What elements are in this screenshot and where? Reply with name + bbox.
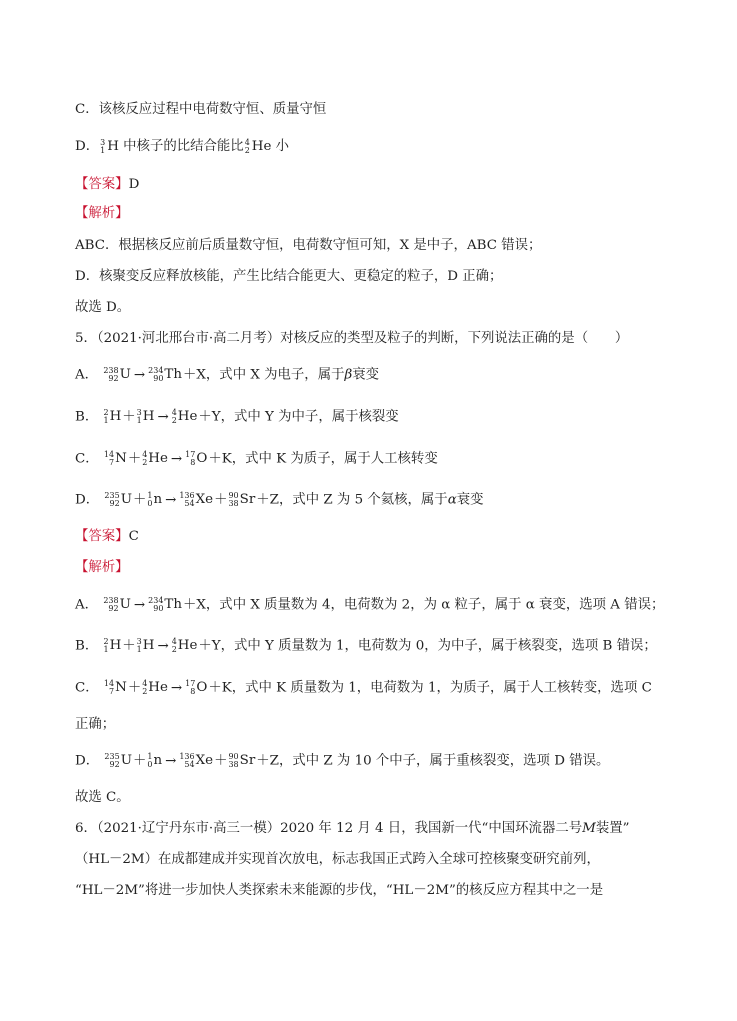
text-span: 17	[185, 450, 196, 459]
nuclide	[104, 450, 127, 468]
text-span: 234	[148, 596, 164, 605]
text-span: 238	[103, 596, 119, 605]
text-span: →	[165, 492, 177, 508]
text-span: ＋	[198, 638, 212, 654]
text-span: Xe	[195, 753, 214, 768]
text-span: K	[221, 680, 232, 696]
text-span: 4	[142, 679, 148, 688]
question-6-line-3	[75, 882, 603, 900]
text-span: 正确；	[75, 717, 116, 732]
text-span: ＋	[182, 367, 197, 383]
text-span: C．	[75, 680, 99, 696]
text-span: →	[157, 409, 169, 425]
text-span: ABC．根据核反应前后质量数守恒，电荷数守恒可知，X 是中子，ABC 错误；	[75, 238, 542, 253]
text-span: “HL－2M”将进一步加快人类探索未来能源的步伐，“HL－2M”的核反应方程其中之一是	[75, 883, 604, 898]
text-span: 54	[184, 499, 195, 508]
text-span: 8	[190, 687, 196, 696]
text-span: 0	[147, 760, 153, 769]
text-span: （HL－2M）在成都建成并实现首次放电，标志我国正式跨入全球可控核聚变研究前列，	[75, 852, 600, 867]
text-span: ＋	[214, 753, 228, 769]
text-span: 2	[142, 458, 148, 467]
text-span: 1	[100, 145, 106, 155]
text-span: He	[177, 409, 198, 424]
text-span: 装置”	[595, 821, 630, 836]
text-span: ，式中 Z 为 5 个氦核，属于	[278, 492, 448, 508]
nuclide	[103, 596, 131, 614]
text-span: →	[165, 753, 177, 769]
text-span: 4	[244, 137, 250, 147]
text-span: 故选 D。	[75, 300, 131, 315]
text-span: Th	[164, 367, 182, 382]
text-span: D．	[75, 753, 100, 769]
text-span: 235	[104, 491, 120, 500]
text-span: D．	[75, 139, 100, 154]
text-span	[104, 638, 109, 654]
choose-c	[75, 789, 130, 807]
text-span: C．	[75, 451, 99, 467]
text-span	[137, 409, 142, 425]
text-span: Sr	[239, 753, 256, 768]
nuclide	[179, 752, 213, 770]
text-span	[172, 409, 177, 425]
text-span: H	[142, 409, 155, 424]
text-span	[245, 139, 250, 155]
text-span	[147, 492, 152, 508]
text-span: ，式中 Y 质量数为 1，电荷数为 0，为中子，属于核裂变，选项 B 错误；	[220, 638, 657, 654]
text-span: H	[109, 638, 122, 653]
explain-d	[75, 752, 609, 771]
nuclide-h3-inline	[100, 139, 106, 155]
text-span: Xe	[195, 492, 214, 507]
text-span: H	[109, 409, 122, 424]
text-span: He	[148, 680, 168, 695]
text-span	[228, 492, 238, 508]
text-span: 1	[147, 752, 153, 761]
text-span: 衰变	[456, 492, 484, 508]
answer-2	[75, 528, 139, 546]
text-span: 90	[153, 374, 164, 383]
text-span: 235	[104, 752, 120, 761]
text-span: K	[221, 451, 232, 467]
analysis-d	[75, 268, 502, 286]
text-span: He	[148, 451, 168, 466]
text-span: M	[582, 821, 596, 836]
text-span: ，式中 K 为质子，属于人工核转变	[231, 451, 438, 467]
text-span: 4	[171, 408, 177, 417]
explain-c-cont	[75, 716, 115, 734]
text-span: U	[119, 597, 131, 612]
explain-b	[75, 637, 657, 656]
nuclide	[228, 752, 255, 770]
nuclide	[103, 366, 131, 384]
nuclide	[142, 679, 168, 697]
text-span: ＋	[132, 492, 147, 508]
nuclide	[104, 679, 127, 697]
text-span: 5．（2021·河北邢台市·高二月考）对核反应的类型及粒子的判断，下列说法正确的是（ ）	[75, 331, 629, 346]
nuclide	[142, 450, 168, 468]
text-span: 90	[228, 752, 239, 761]
text-span: ＋	[132, 753, 147, 769]
text-span: H 中核子的比结合能比	[107, 139, 244, 154]
text-span: ＋	[127, 451, 142, 467]
text-span: A．	[75, 367, 99, 383]
text-span: X	[196, 597, 206, 613]
nuclide	[172, 408, 198, 426]
question-5	[75, 330, 628, 348]
text-span	[185, 680, 195, 696]
text-span: O	[196, 451, 208, 466]
text-span: ，式中 K 质量数为 1，电荷数为 1，为质子，属于人工核转变，选项 C	[231, 680, 652, 696]
text-span: U	[119, 367, 131, 382]
text-span: 衰变	[352, 367, 380, 383]
text-span: C．该核反应过程中电荷数守恒、质量守恒	[75, 102, 327, 117]
text-span: ，式中 X 为电子，属于	[205, 367, 345, 383]
option-d	[75, 138, 289, 156]
nuclide	[147, 491, 162, 509]
text-span: 234	[148, 366, 164, 375]
text-span: ＋	[208, 451, 222, 467]
text-span	[104, 409, 109, 425]
text-span: H	[142, 638, 155, 653]
text-span: 2	[171, 416, 177, 425]
text-span: Th	[164, 597, 182, 612]
text-span: →	[170, 680, 183, 696]
text-span: X	[196, 367, 206, 383]
nuclide	[185, 679, 207, 697]
nuclide	[228, 491, 255, 509]
text-span: 38	[228, 760, 239, 769]
analysis-2-tag	[75, 559, 129, 577]
q5-option-a	[75, 366, 379, 385]
question-6-line-2	[75, 851, 600, 869]
section-tag: 【解析】	[75, 206, 129, 221]
explain-a	[75, 596, 664, 615]
q5-option-d	[75, 491, 484, 510]
text-span	[228, 753, 238, 769]
text-span: 1	[136, 645, 142, 654]
text-span: U	[120, 753, 132, 768]
text-span	[148, 597, 163, 613]
text-span: 3	[136, 637, 142, 646]
text-span: 2	[142, 687, 148, 696]
nuclide	[137, 637, 155, 655]
text-span: 92	[109, 760, 120, 769]
text-span: D．	[75, 492, 100, 508]
text-span: 7	[109, 687, 115, 696]
text-span: 92	[109, 499, 120, 508]
text-span: U	[120, 492, 132, 507]
text-span	[104, 451, 114, 467]
text-span: 3	[100, 137, 106, 147]
text-span: 2	[103, 637, 109, 646]
text-span: →	[170, 451, 183, 467]
text-span: 90	[153, 604, 164, 613]
text-span	[142, 451, 147, 467]
text-span: Y	[211, 638, 221, 654]
text-span: 90	[228, 491, 239, 500]
text-span: 1	[103, 416, 109, 425]
text-span: 38	[228, 499, 239, 508]
text-span: Y	[211, 409, 221, 425]
text-span	[179, 492, 194, 508]
text-span: B．	[75, 409, 99, 425]
text-span: A．	[75, 597, 99, 613]
option-c	[75, 101, 326, 119]
nuclide	[104, 408, 122, 426]
text-span: 0	[147, 499, 153, 508]
text-span: B．	[75, 638, 99, 654]
text-span: 故选 C。	[75, 790, 130, 805]
explain-c	[75, 679, 652, 698]
text-span: ＋	[127, 680, 142, 696]
text-span: ＋	[214, 492, 228, 508]
nuclide	[104, 637, 122, 655]
text-span: ＋	[122, 638, 136, 654]
text-span: 54	[184, 760, 195, 769]
text-span: 1	[147, 491, 153, 500]
nuclide	[179, 491, 213, 509]
text-span: ＋	[256, 753, 270, 769]
text-span: ＋	[122, 409, 136, 425]
text-span: 14	[103, 679, 115, 688]
text-span: ＋	[198, 409, 212, 425]
text-span: n	[153, 753, 163, 768]
text-span: 4	[142, 450, 148, 459]
text-span: →	[133, 597, 146, 613]
nuclide	[172, 637, 198, 655]
nuclide-he4-inline	[245, 139, 251, 155]
text-span	[142, 680, 147, 696]
text-span	[185, 451, 195, 467]
text-span	[104, 492, 119, 508]
section-tag: 【答案】	[75, 529, 129, 544]
q5-option-b	[75, 408, 399, 427]
text-span: N	[115, 451, 127, 466]
analysis-1-tag	[75, 205, 129, 223]
q5-option-c	[75, 450, 438, 469]
text-span: ，式中 Z 为 10 个中子，属于重核裂变，选项 D 错误。	[278, 753, 610, 769]
text-span: 136	[179, 752, 195, 761]
nuclide	[104, 491, 132, 509]
nuclide	[148, 366, 182, 384]
text-span	[179, 753, 194, 769]
text-span: ，式中 X 质量数为 4，电荷数为 2，为 α 粒子，属于 α 衰变，选项 A 错误；	[205, 597, 665, 613]
text-span: 1	[103, 645, 109, 654]
nuclide	[104, 752, 132, 770]
answer-1	[75, 176, 139, 194]
text-span	[148, 367, 163, 383]
text-span: D．核聚变反应释放核能，产生比结合能更大、更稳定的粒子，D 正确；	[75, 269, 503, 284]
text-span: 136	[179, 491, 195, 500]
nuclide	[148, 596, 182, 614]
text-span: C	[128, 529, 139, 544]
text-span	[172, 638, 177, 654]
question-6-line-1	[75, 820, 629, 838]
text-span: β	[344, 367, 353, 383]
text-span	[100, 139, 105, 155]
text-span: 17	[185, 679, 196, 688]
text-span: ＋	[182, 597, 197, 613]
text-span: 6．（2021·辽宁丹东市·高三一模）2020 年 12 月 4 日，我国新一代“中国环流器二号	[75, 821, 583, 836]
text-span: 4	[171, 637, 177, 646]
text-span: 2	[171, 645, 177, 654]
text-span: 7	[109, 458, 115, 467]
text-span	[147, 753, 152, 769]
analysis-abc	[75, 237, 541, 255]
text-span: He 小	[251, 139, 290, 154]
text-span: 92	[108, 604, 119, 613]
nuclide	[147, 752, 162, 770]
text-span: 3	[136, 408, 142, 417]
text-span: n	[153, 492, 163, 507]
nuclide	[137, 408, 155, 426]
text-span	[137, 638, 142, 654]
text-span: α	[447, 492, 457, 508]
text-span	[104, 753, 119, 769]
text-span	[104, 680, 114, 696]
text-span: 2	[244, 145, 250, 155]
text-span: 92	[108, 374, 119, 383]
text-span: 14	[103, 450, 115, 459]
text-span: ＋	[256, 492, 270, 508]
text-span: 238	[103, 366, 119, 375]
text-span: N	[115, 680, 127, 695]
text-span: Sr	[239, 492, 256, 507]
text-span: ，式中 Y 为中子，属于核裂变	[220, 409, 399, 425]
text-span	[103, 367, 118, 383]
text-span: →	[157, 638, 169, 654]
nuclide	[185, 450, 207, 468]
text-span: O	[196, 680, 208, 695]
choose-d	[75, 299, 130, 317]
text-span: D	[128, 177, 140, 192]
text-span: 2	[103, 408, 109, 417]
text-span: Z	[269, 492, 279, 508]
text-span: Z	[269, 753, 279, 769]
section-tag: 【答案】	[75, 177, 129, 192]
text-span	[103, 597, 118, 613]
section-tag: 【解析】	[75, 560, 129, 575]
text-span: He	[177, 638, 198, 653]
text-span: 1	[136, 416, 142, 425]
text-span: →	[133, 367, 146, 383]
text-span: ＋	[208, 680, 222, 696]
text-span: 8	[190, 458, 196, 467]
